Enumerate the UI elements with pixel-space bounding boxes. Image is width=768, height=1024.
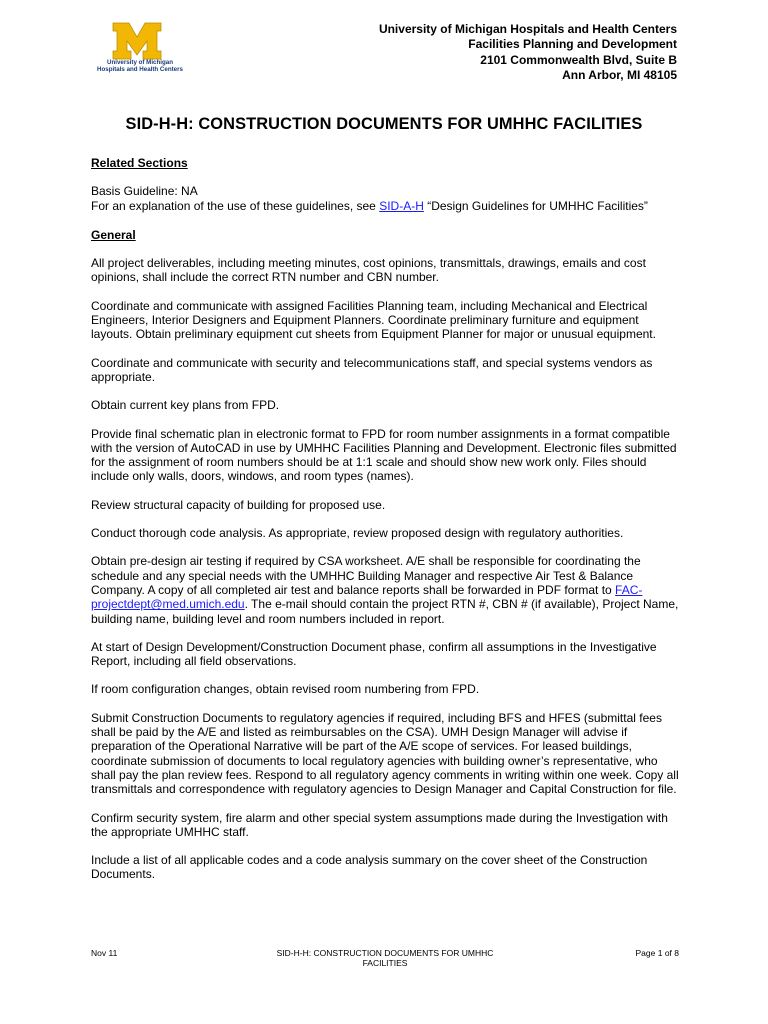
paragraph-structural: Review structural capacity of building for proposed use. — [91, 497, 386, 512]
paragraph-coordinate-team: Coordinate and communicate with assigned Facilities Planning team, including Mechanical and Electrical Engineers, Interior Designers and Equipment Planners. Coordinate preliminary furniture and equipment layouts. Obtain preliminary equipment cut sheets from Equipment Planner for major or unusual equipment. — [91, 298, 656, 342]
sid-a-h-link[interactable]: SID-A-H — [379, 198, 424, 213]
footer-date: Nov 11 — [91, 948, 118, 958]
related-sections-heading: Related Sections — [91, 156, 188, 170]
paragraph-design-development: At start of Design Development/Construction Document phase, confirm all assumptions in the Investigative Report, including all field observations. — [91, 639, 657, 669]
address-line-3: 2101 Commonwealth Blvd, Suite B — [480, 52, 677, 67]
general-heading: General — [91, 227, 136, 242]
explanation-pre: For an explanation of the use of these guidelines, see — [91, 198, 380, 213]
paragraph-code-analysis: Conduct thorough code analysis. As appropriate, review proposed design with regulatory authorities. — [91, 526, 624, 541]
paragraph-security: Coordinate and communicate with security and telecommunications staff, and special systems vendors as appropriate. — [91, 355, 653, 384]
air-testing-pre: Obtain pre-design air testing if required by CSA worksheet. A/E shall be responsible for coordinating the schedule and any special needs with the UMHHC Building Manager and respective Air Test & Balance Company. A copy of all completed air test and balance reports shall be forwarded in PDF format to — [91, 554, 641, 597]
address-line-1: University of Michigan Hospitals and Health Centers — [378, 22, 677, 36]
paragraph-regulatory: Submit Construction Documents to regulatory agencies if required, including BFS and HFES (submittal fees shall be paid by the A/E and listed as reimbursables on the CSA). UMH Design Manager will advise if preparation of the Operational Narrative will be part of the A/E scope of services. For leased buildings, coordinate submission of documents to local regulatory agencies with building owner’s representative, who shall pay the plan review fees. Respond to all regulatory agency comments in writing within one week. Copy all transmittals and correspondence with regulatory agencies to Design Manager and Capital Construction for file. — [91, 710, 679, 797]
basis-guideline: Basis Guideline: NA — [91, 184, 198, 199]
address-line-2: Facilities Planning and Development — [468, 37, 677, 52]
paragraph-key-plans: Obtain current key plans from FPD. — [91, 398, 280, 413]
document-title: SID-H-H: CONSTRUCTION DOCUMENTS FOR UMHHC FACILITIES — [125, 115, 643, 133]
logo-line-2: Hospitals and Health Centers — [97, 66, 183, 73]
explanation-post: “Design Guidelines for UMHHC Facilities” — [423, 198, 648, 213]
paragraph-schematic-plan: Provide final schematic plan in electronic format to FPD for room number assignments in a format compatible with the version of AutoCAD in use by UMHHC Facilities Planning and Development. Electronic files submitted for the assignment of room numbers should be at 1:1 scale and should show new work only. Files should include only walls, doors, windows, and room types (names). — [91, 426, 677, 484]
paragraph-deliverables: All project deliverables, including meeting minutes, cost opinions, transmittals, drawings, emails and cost opinions, shall include the correct RTN number and CBN number. — [91, 256, 646, 285]
air-testing-post: . The e-mail should contain the project RTN #, CBN # (if available), Project Name, building name, building level and room numbers included in report. — [91, 597, 679, 626]
block-m-icon — [112, 22, 162, 60]
paragraph-codes-list: Include a list of all applicable codes and a code analysis summary on the cover sheet of the Construction Documents. — [91, 853, 648, 882]
logo-caption — [90, 59, 190, 73]
paragraph-security-system: Confirm security system, fire alarm and other special system assumptions made during the Investigation with the appropriate UMHHC staff. — [91, 810, 668, 839]
umich-logo — [90, 22, 190, 82]
fac-projectdept-email-link[interactable]: FAC-projectdept@med.umich.edu — [91, 582, 643, 612]
address-line-4: Ann Arbor, MI 48105 — [562, 67, 677, 82]
document-body — [91, 156, 681, 882]
paragraph-air-testing — [91, 554, 681, 625]
footer-title: SID-H-H: CONSTRUCTION DOCUMENTS FOR UMHHC FACILITIES — [276, 948, 494, 968]
explanation-line — [91, 199, 681, 213]
logo-line-1: University of Michigan — [106, 59, 173, 66]
address-block — [379, 22, 677, 83]
footer-page-number: Page 1 of 8 — [635, 948, 679, 958]
paragraph-room-config: If room configuration changes, obtain revised room numbering from FPD. — [91, 682, 480, 697]
